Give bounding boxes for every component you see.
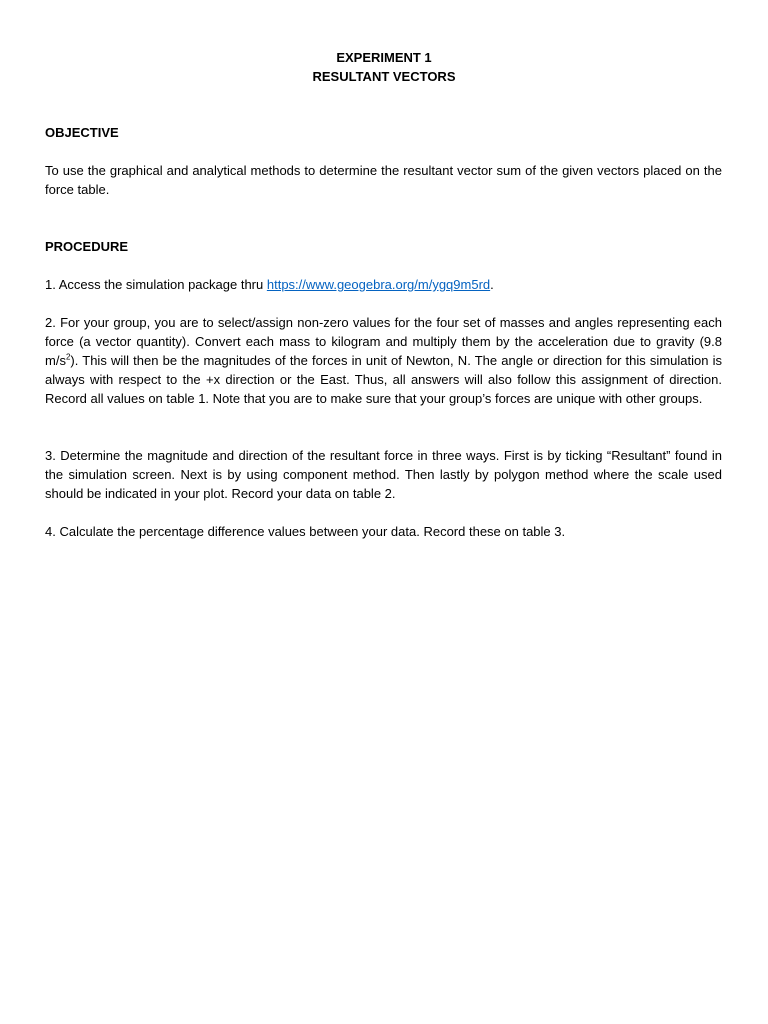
simulation-link[interactable]: https://www.geogebra.org/m/ygq9m5rd <box>266 277 491 292</box>
step-1-prefix: 1. Access the simulation package thru <box>45 277 267 292</box>
step-2-superscript: 2 <box>65 352 71 362</box>
objective-text: To use the graphical and analytical methods to determine the resultant vector sum of the given vectors placed on the force table. <box>45 163 722 197</box>
step-2-text-b: ). This will then be the magnitudes of the forces in unit of Newton, N. The angle or direction for this simulation is always with respect to the +x direction or the East. Thus, all answers will also follow this assignment of direction. Record all values on table 1. Note that you are to make sure that your group’s forces are unique with other groups. <box>45 353 722 406</box>
objective-heading: OBJECTIVE <box>45 125 119 140</box>
procedure-step-3: 3. Determine the magnitude and direction of the resultant force in three ways. First is by ticking “Resultant” found in the simulation screen. Next is by using component method. Then lastly by polygon method where the scale used should be indicated in your plot. Record your data on table 2. <box>45 448 722 501</box>
procedure-heading: PROCEDURE <box>45 239 129 254</box>
step-2-text-a: 2. For your group, you are to select/assign non-zero values for the four set of masses and angles representing each force (a vector quantity). Convert each mass to kilogram and multiply them by the acceleration due to gravity (9.8 m/s <box>45 315 722 368</box>
procedure-step-4: 4. Calculate the percentage difference values between your data. Record these on table 3. <box>45 524 566 539</box>
step-1-suffix: . <box>490 277 494 292</box>
document-title: EXPERIMENT 1 <box>336 50 432 65</box>
document-subtitle: RESULTANT VECTORS <box>312 69 456 84</box>
procedure-step-2 <box>45 313 722 408</box>
procedure-step-1 <box>45 275 722 294</box>
